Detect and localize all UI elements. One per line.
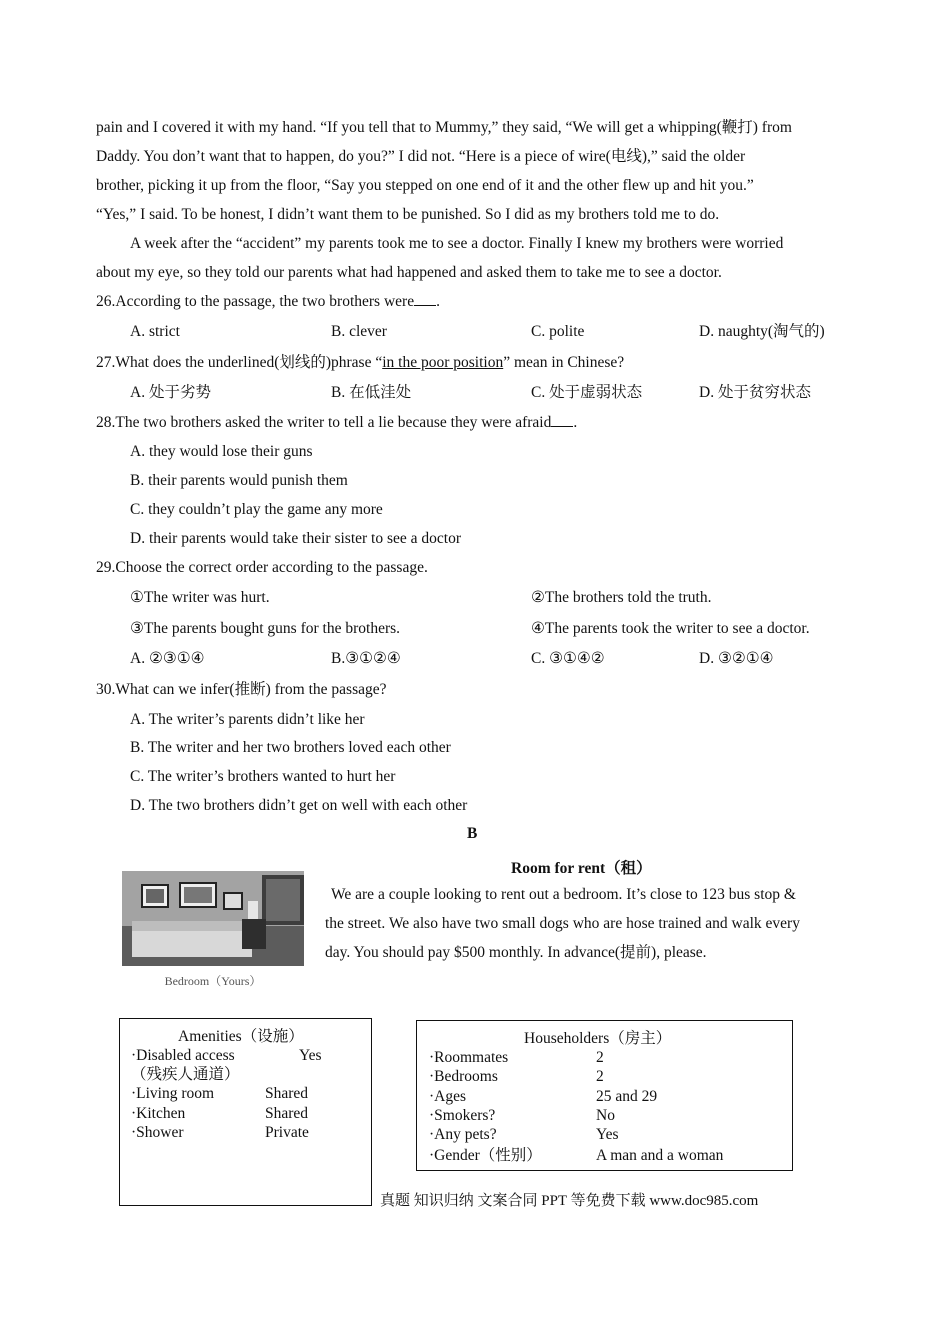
q29-option-d: D. ③②①④ xyxy=(699,650,774,667)
amenity-value: Private xyxy=(265,1124,309,1141)
householder-label: ·Gender（性别） xyxy=(429,1147,542,1164)
householder-label: ·Ages xyxy=(429,1088,467,1105)
q26-option-c: C. polite xyxy=(531,323,585,340)
amenity-label: （残疾人通道） xyxy=(131,1066,240,1083)
amenities-heading: Amenities（设施） xyxy=(178,1028,304,1045)
q29-option-b: B.③①②④ xyxy=(331,650,401,667)
amenity-value: Shared xyxy=(265,1085,309,1102)
q28-option-b: B. their parents would punish them xyxy=(130,472,348,489)
q26-option-a: A. strict xyxy=(130,323,180,340)
question-27-stem: 27.What does the underlined(划线的)phrase “in the poor position” mean in Chinese? xyxy=(96,354,625,371)
bedroom-photo xyxy=(122,871,304,966)
passage-line: pain and I covered it with my hand. “If you tell that to Mummy,” they said, “We will get a whipping(鞭打) from xyxy=(96,119,792,136)
passage-line: brother, picking it up from the floor, “Say you stepped on one end of it and the other flew up and hit you.” xyxy=(96,177,754,194)
q26-option-b: B. clever xyxy=(331,323,387,340)
footer-text: 真题 知识归纳 文案合同 PPT 等免费下载 www.doc985.com xyxy=(380,1193,759,1209)
q29-event-4: ④The parents took the writer to see a doctor. xyxy=(531,620,810,637)
question-30-stem: 30.What can we infer(推断) from the passage? xyxy=(96,681,387,698)
passage-line: about my eye, so they told our parents what had happened and asked them to take me to see a doctor. xyxy=(96,264,722,281)
q28-option-a: A. they would lose their guns xyxy=(130,443,313,460)
amenity-value: Shared xyxy=(265,1105,309,1122)
q29-event-3: ③The parents bought guns for the brothers. xyxy=(130,620,401,637)
q29-event-1: ①The writer was hurt. xyxy=(130,589,270,606)
passage-paragraph-2 xyxy=(96,229,849,287)
q30-option-d: D. The two brothers didn’t get on well with each other xyxy=(130,797,468,814)
householder-value: No xyxy=(596,1107,615,1124)
amenity-label: ·Kitchen xyxy=(131,1105,186,1122)
q27-option-d: D. 处于贫穷状态 xyxy=(699,384,811,401)
householder-label: ·Bedrooms xyxy=(429,1068,498,1085)
answer-blank xyxy=(551,414,573,427)
amenity-label: ·Shower xyxy=(131,1124,184,1141)
householder-value: A man and a woman xyxy=(596,1147,724,1164)
passage-paragraph-1 xyxy=(96,113,849,229)
amenity-label: ·Living room xyxy=(131,1085,215,1102)
question-28-stem: 28.The two brothers asked the writer to tell a lie because they were afraid . xyxy=(96,414,578,431)
householder-value: 25 and 29 xyxy=(596,1088,658,1105)
question-29-stem: 29.Choose the correct order according to the passage. xyxy=(96,559,428,576)
amenity-value: Yes xyxy=(299,1047,322,1064)
householder-value: 2 xyxy=(596,1049,604,1066)
householders-heading: Householders（房主） xyxy=(524,1030,672,1047)
ad-title: Room for rent（租） xyxy=(511,860,652,877)
q27-option-c: C. 处于虚弱状态 xyxy=(531,384,643,401)
ad-line: day. You should pay $500 monthly. In advance(提前), please. xyxy=(325,944,707,961)
householder-label: ·Smokers? xyxy=(429,1107,496,1124)
passage-line: A week after the “accident” my parents took me to see a doctor. Finally I knew my brothers were worried xyxy=(130,235,784,252)
q28-option-d: D. their parents would take their sister to see a doctor xyxy=(130,530,461,547)
photo-caption: Bedroom（Yours） xyxy=(164,974,262,988)
ad-text xyxy=(325,880,849,967)
q30-option-c: C. The writer’s brothers wanted to hurt her xyxy=(130,768,396,785)
householder-value: Yes xyxy=(596,1126,619,1143)
householder-label: ·Any pets? xyxy=(429,1126,497,1143)
ad-line: We are a couple looking to rent out a bedroom. It’s close to 123 bus stop & xyxy=(331,886,796,903)
q29-option-a: A. ②③①④ xyxy=(130,650,205,667)
passage-line: Daddy. You don’t want that to happen, do you?” I did not. “Here is a piece of wire(电线),” said the older xyxy=(96,148,746,165)
answer-blank xyxy=(414,293,436,306)
q30-option-b: B. The writer and her two brothers loved each other xyxy=(130,739,451,756)
q27-option-b: B. 在低洼处 xyxy=(331,384,412,401)
question-26-stem: 26.According to the passage, the two brothers were . xyxy=(96,293,440,310)
q26-option-d: D. naughty(淘气的) xyxy=(699,323,825,340)
q29-event-2: ②The brothers told the truth. xyxy=(531,589,712,606)
amenity-label: ·Disabled access xyxy=(131,1047,235,1064)
section-label: B xyxy=(467,825,478,842)
q29-option-c: C. ③①④② xyxy=(531,650,605,667)
q28-option-c: C. they couldn’t play the game any more xyxy=(130,501,383,518)
householder-label: ·Roommates xyxy=(429,1049,509,1066)
passage-line: “Yes,” I said. To be honest, I didn’t want them to be punished. So I did as my brothers told me to do. xyxy=(96,206,720,223)
underlined-phrase: in the poor position xyxy=(382,354,504,371)
householder-value: 2 xyxy=(596,1068,604,1085)
q27-option-a: A. 处于劣势 xyxy=(130,384,211,401)
ad-line: the street. We also have two small dogs who are hose trained and walk every xyxy=(325,915,800,932)
q30-option-a: A. The writer’s parents didn’t like her xyxy=(130,711,365,728)
